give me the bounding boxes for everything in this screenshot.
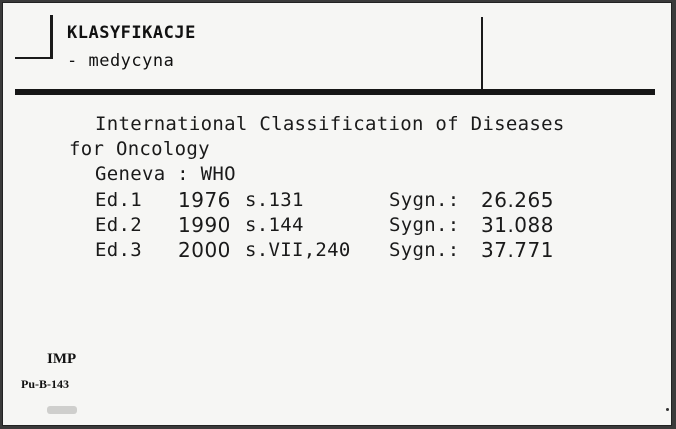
edition-year: 1976 (178, 188, 231, 212)
call-number: 31.088 (481, 213, 554, 237)
ink-smudge (47, 406, 77, 414)
edition-pages: s.131 (245, 189, 304, 211)
subcategory-heading: - medycyna (67, 51, 175, 71)
edition-label: Ed.1 (95, 189, 142, 211)
edition-year: 1990 (178, 213, 231, 237)
title-line-2: for Oncology (69, 138, 210, 160)
edition-label: Ed.3 (95, 239, 142, 261)
header-bracket-horizontal (15, 57, 53, 59)
category-heading: KLASYFIKACJE (67, 23, 196, 43)
header-bracket-vertical (50, 15, 53, 59)
header-divider (481, 17, 483, 89)
library-stamp-number: Pu-B-143 (21, 377, 69, 391)
call-number-label: Sygn.: (389, 189, 460, 211)
ink-dot (666, 408, 669, 411)
title-line-1: International Classification of Diseases (95, 113, 565, 135)
library-stamp-code: IMP (47, 351, 77, 367)
publisher: Geneva : WHO (95, 163, 236, 185)
call-number-label: Sygn.: (389, 239, 460, 261)
edition-label: Ed.2 (95, 214, 142, 236)
call-number: 37.771 (481, 238, 554, 262)
catalog-card (2, 2, 672, 426)
edition-pages: s.VII,240 (245, 239, 351, 261)
call-number: 26.265 (481, 188, 554, 212)
header-rule (15, 89, 655, 95)
edition-year: 2000 (178, 238, 231, 262)
call-number-label: Sygn.: (389, 214, 460, 236)
edition-pages: s.144 (245, 214, 304, 236)
